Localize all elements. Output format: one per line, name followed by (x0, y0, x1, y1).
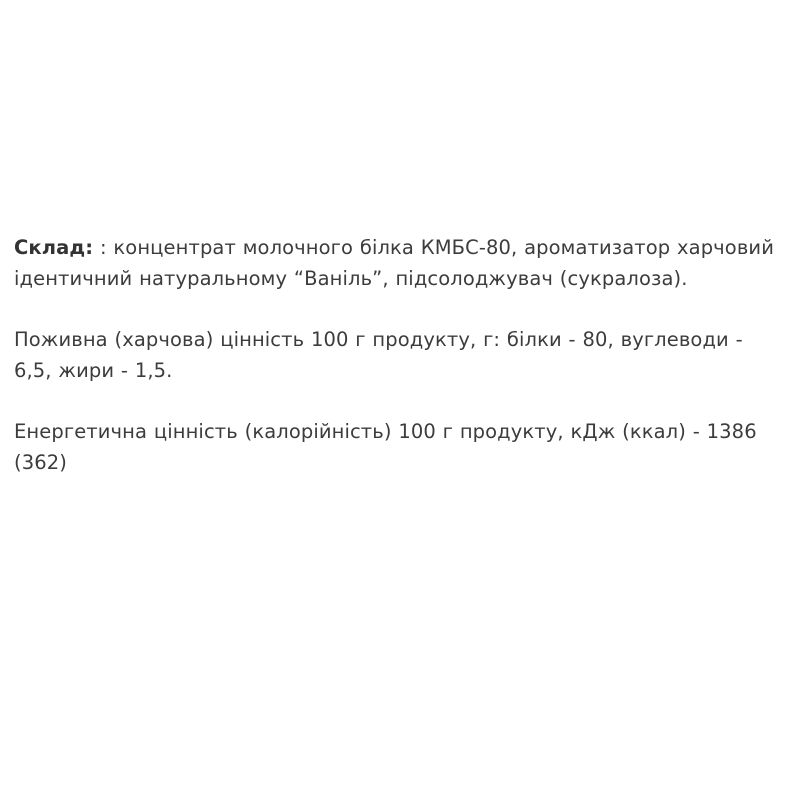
nutrition-paragraph (14, 324, 786, 386)
composition-label: Склад: (14, 236, 94, 259)
nutrition-text: Поживна (харчова) цінність 100 г продукту, г: білки - 80, вуглеводи - 6,5, жири - 1,5. (14, 328, 743, 382)
composition-paragraph (14, 232, 786, 294)
energy-text: Енергетична цінність (калорійність) 100 г продукту, кДж (ккал) - 1386 (362) (14, 420, 757, 474)
composition-text: : концентрат молочного білка КМБС-80, ароматизатор харчовий ідентичний натуральному “Ваніль”, підсолоджувач (сукралоза). (14, 236, 774, 290)
energy-paragraph (14, 416, 786, 478)
